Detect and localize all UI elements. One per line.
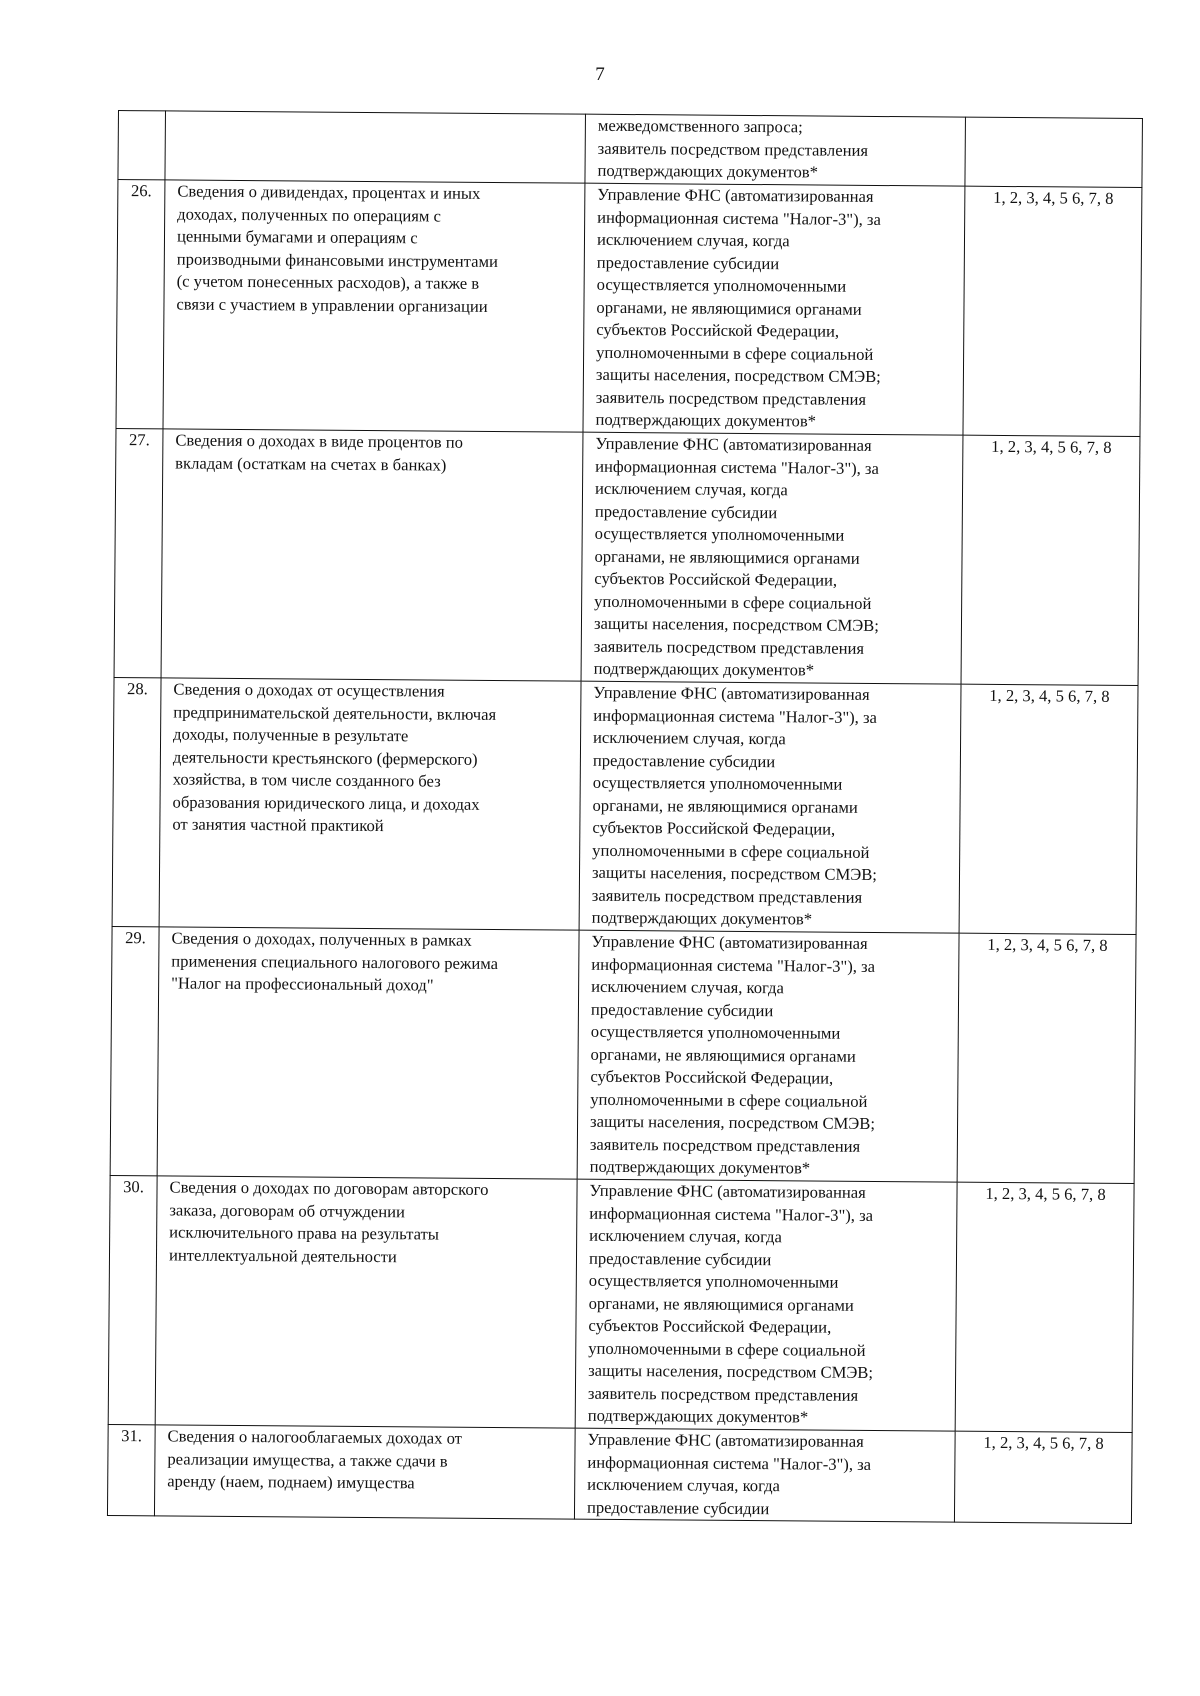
row-number: 31.	[107, 1424, 155, 1515]
source-cell: Управление ФНС (автоматизированная информационная система "Налог-3"), за исключением случая, когда предоставление субсидии	[574, 1428, 955, 1522]
table-row	[112, 677, 1138, 934]
table-row	[107, 1424, 1132, 1523]
source-cell: Управление ФНС (автоматизированная информационная система "Налог-3"), за исключением случая, когда предоставление субсидии осуществляется уполномоченными органами, не являющимися органами субъектов Российской Федерации, уполномоченными в сфере социальной защиты населения, посредством СМЭВ; заявитель посредством представления подтверждающих документов*	[575, 1179, 957, 1431]
source-cell: межведомственного запроса; заявитель посредством представления подтверждающих документов*	[585, 114, 966, 186]
info-type-cell: Сведения о налогооблагаемых доходах от реализации имущества, а также сдачи в аренду (наем, поднаем) имущества	[154, 1425, 575, 1519]
table-row	[110, 926, 1136, 1183]
source-cell: Управление ФНС (автоматизированная информационная система "Налог-3"), за исключением случая, когда предоставление субсидии осуществляется уполномоченными органами, не являющимися органами субъектов Российской Федерации, уполномоченными в сфере социальной защиты населения, посредством СМЭВ; заявитель посредством представления подтверждающих документов*	[579, 681, 961, 933]
codes-cell: 1, 2, 3, 4, 5 6, 7, 8	[963, 186, 1142, 436]
table-row	[114, 428, 1140, 685]
info-type-cell: Сведения о дивидендах, процентах и иных доходах, полученных по операциям с ценными бумагами и операциям с производными финансовыми инструментами (с учетом понесенных расходов), а также в связи с участием в управлении организации	[163, 180, 585, 432]
info-type-cell: Сведения о доходах по договорам авторского заказа, договорам об отчуждении исключительного права на результаты интеллектуальной деятельности	[155, 1176, 577, 1428]
codes-cell: 1, 2, 3, 4, 5 6, 7, 8	[961, 435, 1140, 685]
codes-cell: 1, 2, 3, 4, 5 6, 7, 8	[955, 1182, 1134, 1432]
row-number	[118, 111, 166, 180]
codes-cell: 1, 2, 3, 4, 5 6, 7, 8	[959, 684, 1138, 934]
codes-cell: 1, 2, 3, 4, 5 6, 7, 8	[954, 1431, 1132, 1523]
info-type-cell: Сведения о доходах, полученных в рамках применения специального налогового режима "Налог на профессиональный доход"	[157, 927, 579, 1179]
row-number: 29.	[110, 926, 159, 1175]
row-number: 27.	[114, 428, 163, 677]
source-cell: Управление ФНС (автоматизированная информационная система "Налог-3"), за исключением случая, когда предоставление субсидии осуществляется уполномоченными органами, не являющимися органами субъектов Российской Федерации, уполномоченными в сфере социальной защиты населения, посредством СМЭВ; заявитель посредством представления подтверждающих документов*	[577, 930, 959, 1182]
info-type-cell	[165, 111, 586, 183]
data-sources-table	[107, 110, 1143, 1524]
info-type-cell: Сведения о доходах в виде процентов по вкладам (остаткам на счетах в банках)	[161, 429, 583, 681]
row-number: 28.	[112, 677, 161, 926]
table-row	[118, 111, 1143, 188]
info-type-cell: Сведения о доходах от осуществления предпринимательской деятельности, включая доходы, полученные в результате деятельности крестьянского (фермерского) хозяйства, в том числе созданного без образования юридического лица, и доходах от занятия частной практикой	[159, 678, 581, 930]
row-number: 26.	[116, 180, 165, 429]
row-number: 30.	[108, 1175, 157, 1424]
table-row	[116, 180, 1142, 437]
codes-cell	[965, 117, 1143, 187]
source-cell: Управление ФНС (автоматизированная информационная система "Налог-3"), за исключением случая, когда предоставление субсидии осуществляется уполномоченными органами, не являющимися органами субъектов Российской Федерации, уполномоченными в сфере социальной защиты населения, посредством СМЭВ; заявитель посредством представления подтверждающих документов*	[581, 432, 963, 684]
source-cell: Управление ФНС (автоматизированная информационная система "Налог-3"), за исключением случая, когда предоставление субсидии осуществляется уполномоченными органами, не являющимися органами субъектов Российской Федерации, уполномоченными в сфере социальной защиты населения, посредством СМЭВ; заявитель посредством представления подтверждающих документов*	[583, 183, 965, 435]
table-row	[108, 1175, 1134, 1432]
codes-cell: 1, 2, 3, 4, 5 6, 7, 8	[957, 933, 1136, 1183]
page-number: 7	[595, 64, 605, 85]
